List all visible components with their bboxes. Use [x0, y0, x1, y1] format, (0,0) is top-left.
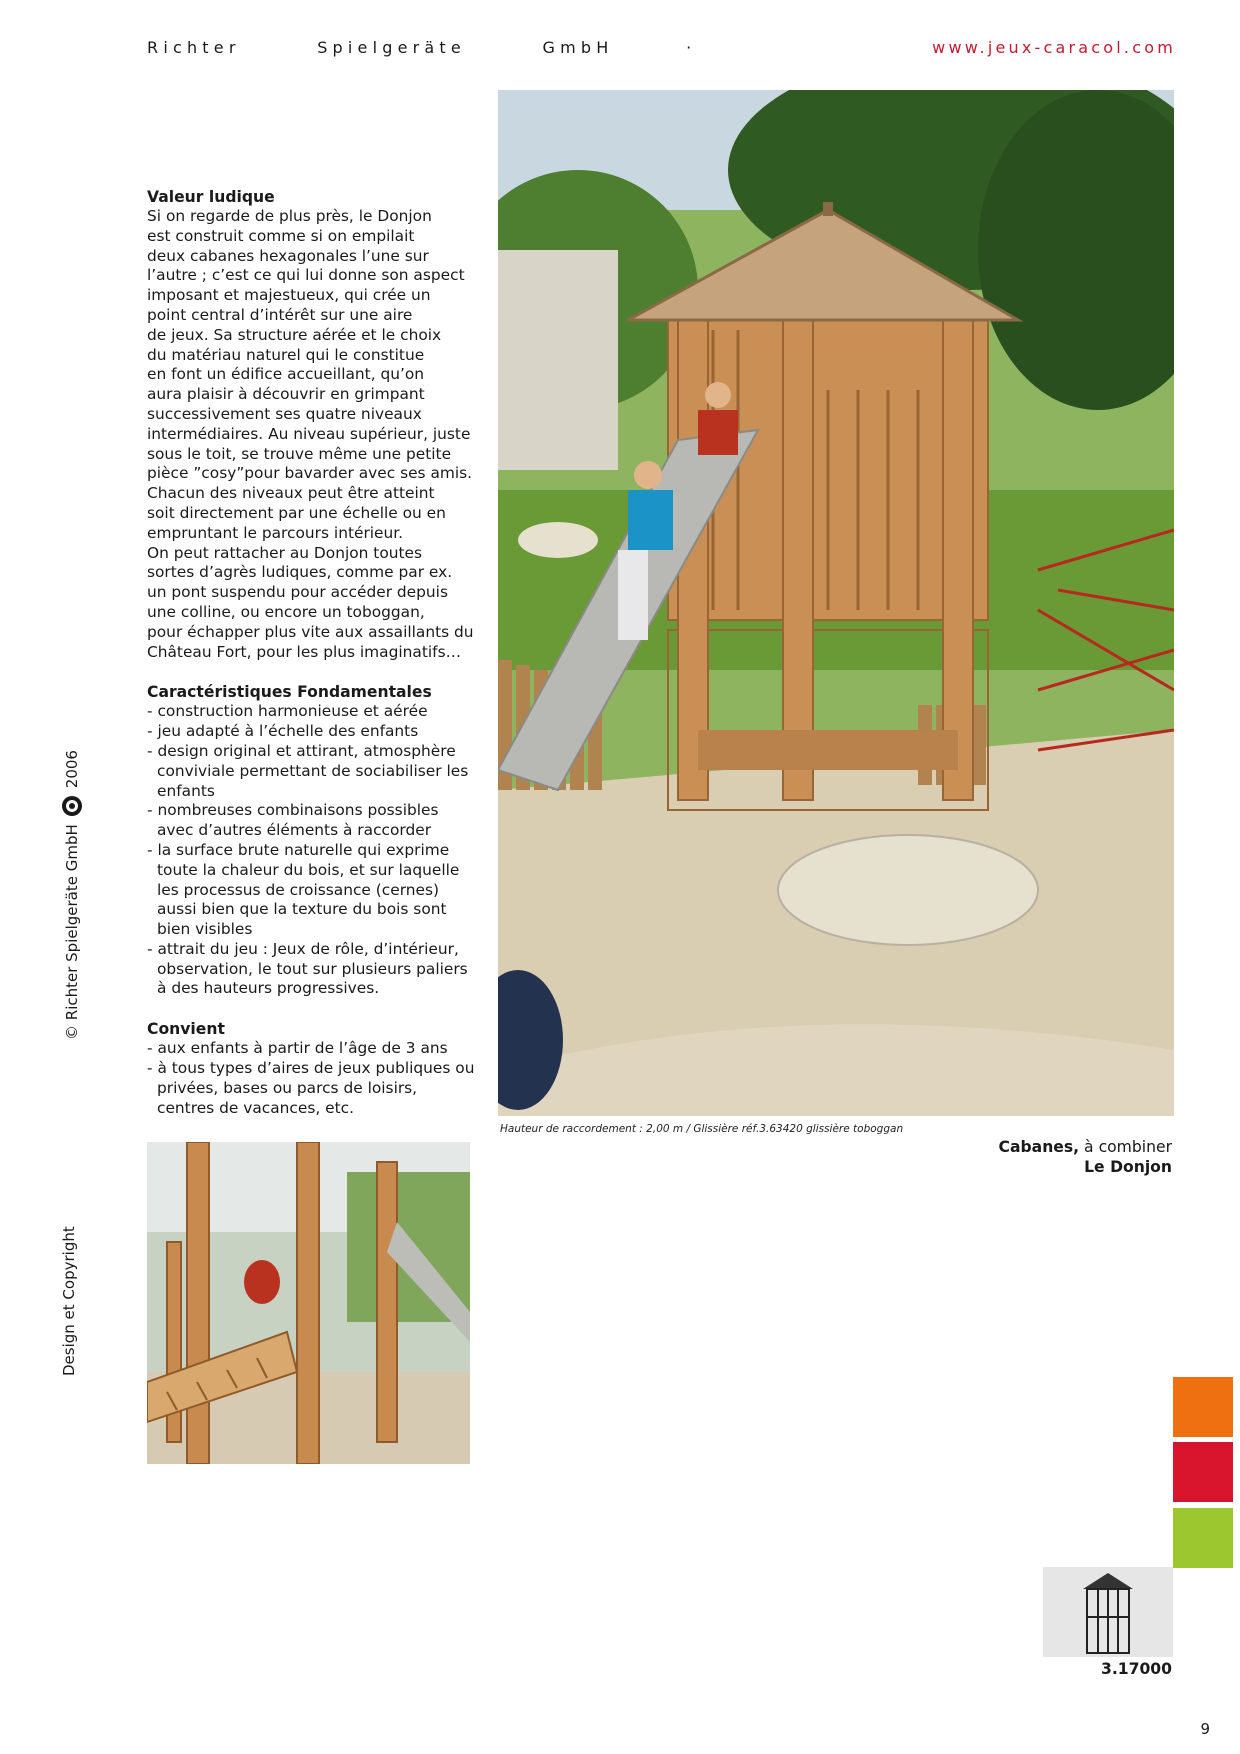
- section-title-valeur: Valeur ludique: [147, 188, 275, 206]
- copyright-year: 2006: [63, 750, 81, 789]
- product-code: 3.17000: [1100, 1660, 1172, 1678]
- list-item: - attrait du jeu : Jeux de rôle, d’intérieur, observation, le tout sur plusieurs paliers à des hauteurs progressives.: [147, 940, 477, 999]
- section-title-convient: Convient: [147, 1020, 225, 1039]
- section-text-valeur: Si on regarde de plus près, le Donjon est construit comme si on empilait deux cabanes hexagonales l’une sur l’autre ; c’est ce qui lui donne son aspect imposant et majestueux, qui crée un point central d’intérêt sur une aire de jeux. Sa structure aérée et le choix du matériau naturel qui le constitue en font un édifice accueillant, qu’on aura plaisir à découvrir en grimpant successivement ses quatre niveaux intermédiaires. Au niveau supérieur, juste sous le toit, se trouve même une petite pièce ”cosy”pour bavarder avec ses amis. Chacun des niveaux peut être atteint soit directement par une échelle ou en empruntant le parcours intérieur. On peut rattacher au Donjon toutes sortes d’agrès ludiques, comme par ex. un pont suspendu pour accéder depuis une colline, ou encore un toboggan, pour échapper plus vite aux assaillants du Château Fort, pour les plus imaginatifs…: [147, 207, 474, 661]
- section-convient: [147, 1019, 477, 1118]
- caracteristiques-list: [147, 702, 477, 999]
- color-tab-red: [1173, 1442, 1233, 1502]
- convient-list: [147, 1039, 477, 1118]
- design-copyright-label: Design et Copyright: [60, 1226, 78, 1376]
- secondary-product-photo: [147, 1142, 470, 1464]
- list-item: - nombreuses combinaisons possibles avec d’autres éléments à raccorder: [147, 801, 477, 841]
- header-website-link[interactable]: www.jeux-caracol.com: [932, 38, 1176, 57]
- header-company: [147, 38, 696, 57]
- list-item: - jeu adapté à l’échelle des enfants: [147, 722, 477, 742]
- color-tab-green: [1173, 1508, 1233, 1568]
- copyright-notice: [60, 680, 84, 1040]
- header-separator: ·: [686, 38, 697, 57]
- list-item: - à tous types d’aires de jeux publiques ou privées, bases ou parcs de loisirs, centres de vacances, etc.: [147, 1059, 477, 1118]
- color-tab-orange: [1173, 1377, 1233, 1437]
- product-category: [999, 1138, 1172, 1156]
- product-thumbnail: [1043, 1567, 1173, 1657]
- bridge-photo-illustration: [147, 1142, 470, 1464]
- main-product-photo: [498, 90, 1174, 1116]
- product-category-suffix: à combiner: [1079, 1138, 1172, 1156]
- product-category-label: Cabanes,: [998, 1138, 1080, 1156]
- donjon-photo-illustration: [498, 90, 1174, 1116]
- description-column: [147, 187, 477, 1118]
- copyright-text: © Richter Spielgeräte GmbH: [63, 824, 81, 1040]
- list-item: - construction harmonieuse et aérée: [147, 702, 477, 722]
- donjon-outline-icon: [1043, 1567, 1173, 1657]
- page-number: 9: [1200, 1720, 1210, 1738]
- section-caracteristiques: [147, 682, 477, 999]
- product-name: Le Donjon: [1084, 1158, 1172, 1176]
- list-item: - aux enfants à partir de l’âge de 3 ans: [147, 1039, 477, 1059]
- list-item: - la surface brute naturelle qui exprime toute la chaleur du bois, et sur laquelle les processus de croissance (cernes) aussi bien que la texture du bois sont bien visibles: [147, 841, 477, 940]
- photo-caption: Hauteur de raccordement : 2,00 m / Glissière réf.3.63420 glissière toboggan: [500, 1123, 904, 1135]
- header-company-word-2: Spielgeräte: [317, 38, 466, 57]
- caracol-logo-icon: [60, 794, 84, 818]
- header-company-word-1: Richter: [147, 38, 241, 57]
- list-item: - design original et attirant, atmosphère conviviale permettant de sociabiliser les enfants: [147, 742, 477, 801]
- section-title-caracteristiques: Caractéristiques Fondamentales: [147, 683, 432, 702]
- header-company-word-3: GmbH: [542, 38, 614, 57]
